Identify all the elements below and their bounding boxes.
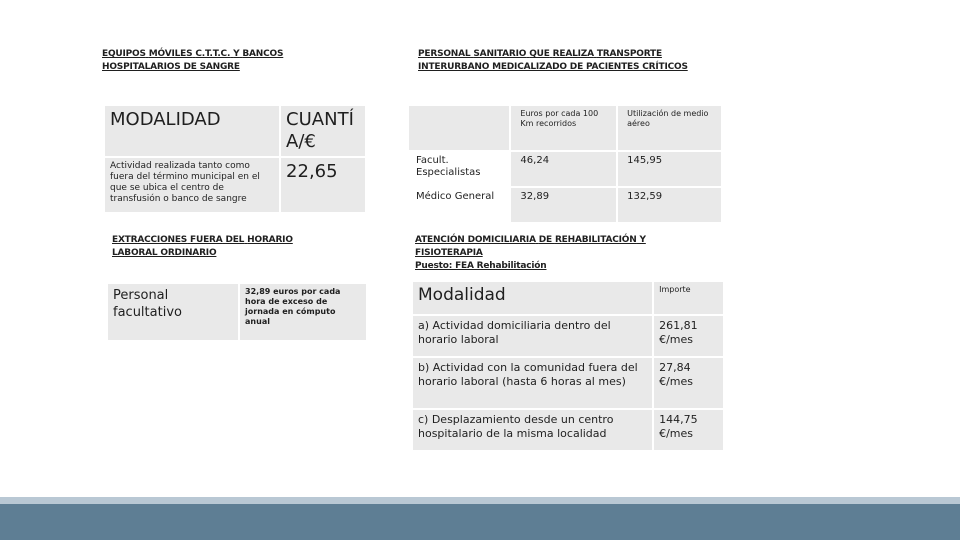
personal-facultativo-value: 32,89 euros por cada hora de exceso de jornada en cómputo anual <box>240 284 366 340</box>
right-heading-2-word: REHABILITACIÓN <box>554 235 637 245</box>
left-heading-2-word: HORARIO <box>247 235 293 245</box>
rehab-row-label: a) Actividad domiciliaria dentro del horario laboral <box>413 316 652 356</box>
rehab-row-label: c) Desplazamiento desde un centro hospitalario de la misma localidad <box>413 410 652 450</box>
right-heading-2-line2: FISIOTERAPIA <box>415 248 483 258</box>
transporte-col1-header: Euros por cada 100 Km recorridos <box>511 106 616 150</box>
transporte-row-v2: 132,59 <box>618 188 721 222</box>
transporte-header-empty <box>409 106 509 150</box>
transporte-col2-header: Utilización de medio aéreo <box>618 106 721 150</box>
table-row <box>409 188 721 222</box>
right-heading-word: TRANSPORTE <box>596 49 662 59</box>
footer-band-light <box>0 497 960 504</box>
table-row <box>413 282 723 314</box>
rehab-row-value: 144,75 €/mes <box>654 410 723 450</box>
right-heading-2-word: DE <box>538 235 552 245</box>
left-heading-word: Y <box>233 49 240 59</box>
left-heading-line1 <box>102 48 317 61</box>
right-heading-word: QUE <box>529 49 550 59</box>
personal-facultativo-label: Personal facultativo <box>108 284 238 340</box>
right-rehabilitacion-table <box>411 280 725 452</box>
right-heading-2-word: DOMICILIARIA <box>467 235 536 245</box>
right-heading-word: PERSONAL <box>418 49 471 59</box>
cuantia-header: CUANTÍ A/€ <box>281 106 365 156</box>
left-heading-2-word: FUERA <box>190 235 223 245</box>
left-heading-word: MÓVILES <box>148 49 193 59</box>
left-heading-2-word: DEL <box>225 235 245 245</box>
modalidad-row-label: Actividad realizada tanto como fuera del término municipal en el que se ubica el centro de transfusión o banco de sangre <box>105 158 279 212</box>
transporte-row-v1: 32,89 <box>511 188 616 222</box>
left-heading-2-word: EXTRACCIONES <box>112 235 188 245</box>
right-heading <box>418 48 706 74</box>
right-heading-2-word: Y <box>639 235 646 245</box>
right-heading-word: SANITARIO <box>473 49 527 59</box>
table-row <box>413 316 723 356</box>
left-heading-2-line2: LABORAL ORDINARIO <box>112 248 217 258</box>
left-heading-word: BANCOS <box>242 49 284 59</box>
table-row <box>413 358 723 408</box>
right-heading-2-line1 <box>415 234 709 247</box>
rehab-row-value: 261,81 €/mes <box>654 316 723 356</box>
table-row <box>409 106 721 150</box>
rehab-importe-header: Importe <box>654 282 723 314</box>
transporte-row-v1: 46,24 <box>511 152 616 186</box>
table-row <box>413 410 723 450</box>
rehab-row-label: b) Actividad con la comunidad fuera del horario laboral (hasta 6 horas al mes) <box>413 358 652 408</box>
left-heading-2-line1 <box>112 234 332 247</box>
transporte-row-label: Facult. Especialistas <box>409 152 509 186</box>
right-heading-2-word: ATENCIÓN <box>415 235 465 245</box>
right-transporte-table <box>407 104 723 224</box>
left-heading-word: EQUIPOS <box>102 49 146 59</box>
left-heading <box>102 48 317 74</box>
right-heading-2 <box>415 234 709 273</box>
right-heading-word: REALIZA <box>552 49 594 59</box>
transporte-row-label: Médico General <box>409 188 509 222</box>
left-heading-line2: HOSPITALARIOS DE SANGRE <box>102 62 240 72</box>
right-heading-2-line3: Puesto: FEA Rehabilitación <box>415 261 547 271</box>
table-row <box>105 158 365 212</box>
right-heading-line1 <box>418 48 706 61</box>
left-modalidad-table <box>103 104 367 214</box>
modalidad-header: MODALIDAD <box>105 106 279 156</box>
table-row <box>105 106 365 156</box>
left-heading-2 <box>112 234 332 260</box>
left-heading-word: C.T.T.C. <box>195 49 231 59</box>
footer-band-dark <box>0 504 960 540</box>
rehab-row-value: 27,84 €/mes <box>654 358 723 408</box>
left-personal-table <box>106 282 368 342</box>
table-row <box>108 284 366 340</box>
cuantia-row-value: 22,65 <box>281 158 365 212</box>
rehab-modalidad-header: Modalidad <box>413 282 652 314</box>
table-row <box>409 152 721 186</box>
right-heading-line2: INTERURBANO MEDICALIZADO DE PACIENTES CRÍTICOS <box>418 62 688 72</box>
transporte-row-v2: 145,95 <box>618 152 721 186</box>
